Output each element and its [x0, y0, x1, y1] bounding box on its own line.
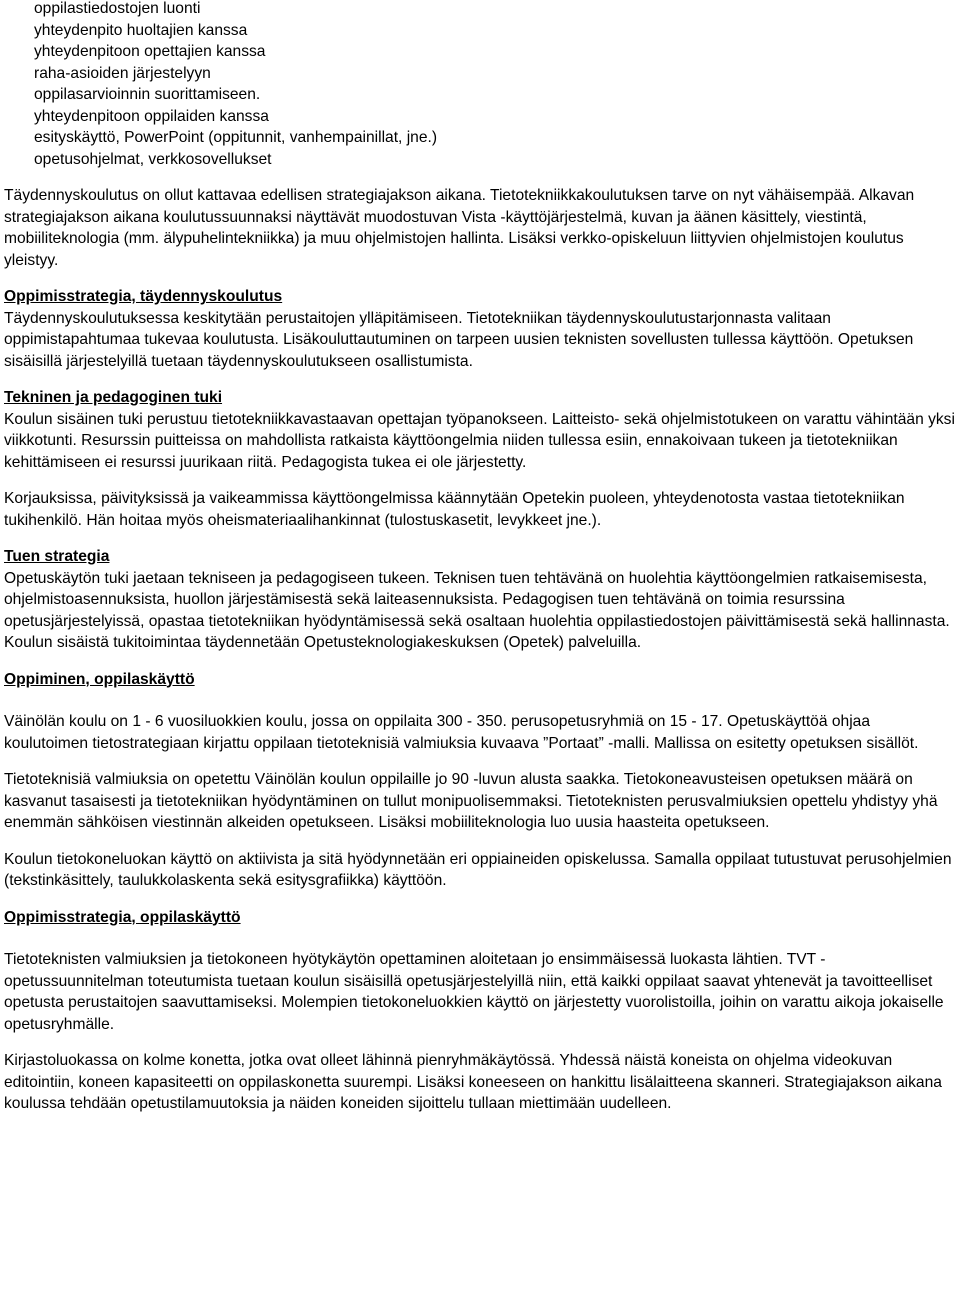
section-heading-tuen-strategia: Tuen strategia: [4, 548, 110, 565]
section-heading-oppiminen-oppilaskaytto: Oppiminen, oppilaskäyttö: [4, 670, 195, 688]
list-item: yhteydenpitoon oppilaiden kanssa: [34, 107, 269, 125]
section-heading-oppimisstrategia-oppilaskaytto: Oppimisstrategia, oppilaskäyttö: [4, 908, 241, 926]
list-item: yhteydenpitoon opettajien kanssa: [34, 43, 266, 60]
section-heading-tekninen-pedagoginen-tuki: Tekninen ja pedagoginen tuki: [4, 389, 223, 406]
list-item: esityskäyttö, PowerPoint (oppitunnit, vanhempainillat, jne.): [34, 129, 438, 146]
section-heading-oppimisstrategia-taydennyskoulutus: Oppimisstrategia, täydennyskoulutus: [4, 288, 283, 305]
list-item: oppilastiedostojen luonti: [34, 0, 201, 17]
paragraph: Korjauksissa, päivityksissä ja vaikeammissa käyttöongelmissa käännytään Opetekin puoleen, yhteydenotosta vastaa tietotekniikan tukihenkilö. Hän hoitaa myös oheismateriaalihankinnat (tulostuskasetit, levykkeet jne.).: [4, 490, 905, 529]
usage-list: [34, 0, 956, 170]
document-page: [4, 0, 956, 1115]
paragraph: Tietoteknisiä valmiuksia on opetettu Väinölän koulun oppilaille jo 90 -luvun alusta saakka. Tietokoneavusteisen opetuksen määrä on kasvanut tasaisesti ja tietotekniikan hyödyntäminen on tullut monipuolisemmaksi. Tietoteknisten perusvalmiuksien opettelu yhdistyy yhä enemmän sähköisen viestinnän alkeiden opetukseen. Lisäksi mobiiliteknologia luo uusia haasteita opetukseen.: [4, 771, 938, 831]
list-item: yhteydenpito huoltajien kanssa: [34, 21, 248, 39]
paragraph: Opetuskäytön tuki jaetaan tekniseen ja pedagogiseen tukeen. Teknisen tuen tehtävänä on huolehtia käyttöongelmien ratkaisemisesta, ohjelmistoasennuksista, huollon järjestämisestä sekä laiteasennuksista. Pedagogisen tuen tehtävänä on toimia resurssina opetusjärjestelyissä, opastaa tietotekniikan hyödyntämisessä sekä osaltaan huolehtia oppilastiedostojen päivittämisestä sekä hallinnasta. Koulun sisäistä tukitoimintaa täydennetään Opetusteknologiakeskuksen (Opetek) palveluilla.: [4, 569, 950, 651]
paragraph: Kirjastoluokassa on kolme konetta, jotka ovat olleet lähinnä pienryhmäkäytössä. Yhdessä näistä koneista on ohjelma videokuvan editointiin, koneen kapasiteetti on oppilaskonetta suurempi. Lisäksi koneeseen on hankittu lisälaitteena skanneri. Strategiajakson aikana koulussa tehdään opetustilamuutoksia ja näiden koneiden sijoittelu tullaan miettimään uudelleen.: [4, 1052, 942, 1112]
list-item: oppilasarvioinnin suorittamiseen.: [34, 86, 261, 103]
intro-paragraph: Täydennyskoulutus on ollut kattavaa edellisen strategiajakson aikana. Tietotekniikkakoulutuksen tarve on nyt vähäisempää. Alkavan strategiajakson aikana koulutussuunnaksi näyttävät muodostuvan Vista -käyttöjärjestelmä, kuvan ja äänen käsittely, viestintä, mobiiliteknologia (mm. älypuhelintekniikka) ja muu ohjelmistojen hallinta. Lisäksi verkko-opiskeluun liittyvien ohjelmistojen koulutus yleistyy.: [4, 187, 915, 269]
paragraph: Koulun tietokoneluokan käyttö on aktiivista ja sitä hyödynnetään eri oppiaineiden opiskelussa. Samalla oppilaat tutustuvat perusohjelmien (tekstinkäsittely, taulukkolaskenta sekä esitysgrafiikka) käyttöön.: [4, 850, 952, 889]
list-item: raha-asioiden järjestelyyn: [34, 64, 211, 82]
list-item: opetusohjelmat, verkkosovellukset: [34, 150, 272, 168]
paragraph: Väinölän koulu on 1 - 6 vuosiluokkien koulu, jossa on oppilaita 300 - 350. perusopetusryhmiä on 15 - 17. Opetuskäyttöä ohjaa koulutoimen tietostrategiaan kirjattu oppilaan tietoteknisiä valmiuksia kuvaava ”Portaat” -malli. Mallissa on esitetty opetuksen sisällöt.: [4, 713, 919, 752]
paragraph: Täydennyskoulutuksessa keskitytään perustaitojen ylläpitämiseen. Tietotekniikan täydennyskoulutustarjonnasta valitaan oppimistapahtumaa tukevaa koulutusta. Lisäkouluttautuminen on tarpeen uusien teknisten sovellusten tullessa käyttöön. Opetuksen sisäisillä järjestelyillä tuetaan täydennyskoulutukseen osallistumista.: [4, 309, 914, 370]
paragraph: Tietoteknisten valmiuksien ja tietokoneen hyötykäytön opettaminen aloitetaan jo ensimmäisessä luokasta lähtien. TVT -opetussuunnitelman toteutumista tuetaan koulun sisäisillä opetusjärjestelyillä niin, että kaikki oppilaat saavat yhtenevät ja tavoitteelliset opetusta perustaitojen saavuttamiseksi. Molempien tietokoneluokkien käyttö on järjestetty vuorolistoilla, joihin on varattu aikoja jokaiselle opetusryhmälle.: [4, 951, 944, 1033]
paragraph: Koulun sisäinen tuki perustuu tietotekniikkavastaavan opettajan työpanokseen. Laitteisto- sekä ohjelmistotukeen on varattu vähintään yksi viikkotunti. Resurssin puitteissa on mahdollista ratkaista käyttöongelmia niiden tullessa esiin, ennakoivaan tukeen ja tietotekniikan kehittämiseen ei resurssi juurikaan riitä. Pedagogista tukea ei ole järjestetty.: [4, 410, 955, 471]
